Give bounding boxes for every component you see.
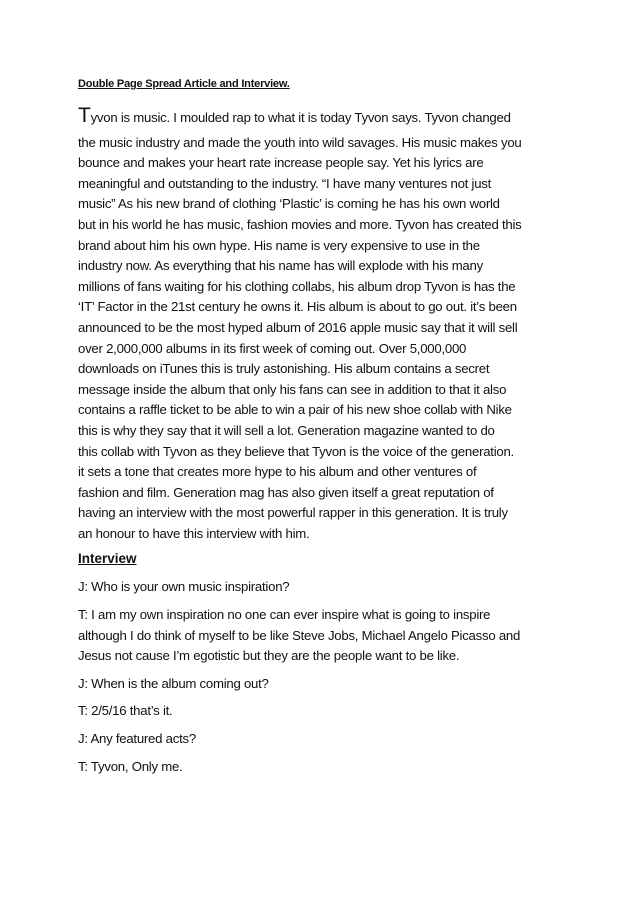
interview-line: J: Who is your own music inspiration?: [78, 579, 290, 595]
interview-line: T: I am my own inspiration no one can ever inspire what is going to inspire: [78, 607, 491, 623]
article-line: fashion and film. Generation mag has also given itself a great reputation of: [78, 484, 494, 500]
interview-entries: [78, 577, 578, 777]
article-first-line: [78, 106, 578, 129]
article-line: announced to be the most hyped album of 2016 apple music say that it will sell: [78, 319, 518, 335]
interview-line: although I do think of myself to be like Steve Jobs, Michael Angelo Picasso and: [78, 627, 521, 643]
article-line: having an interview with the most powerful rapper in this generation. It is truly: [78, 505, 508, 521]
article-line: this is why they say that it will sell a lot. Generation magazine wanted to do: [78, 422, 495, 438]
article-line: meaningful and outstanding to the industry. “I have many ventures not just: [78, 175, 492, 191]
article-line: industry now. As everything that his name has will explode with his many: [78, 258, 483, 274]
interview-entry: [78, 729, 578, 750]
article-line: the music industry and made the youth into wild savages. His music makes you: [78, 134, 522, 150]
interview-entry: [78, 701, 578, 722]
article-first-line-text: yvon is music. I moulded rap to what it is today Tyvon says. Tyvon changed: [90, 110, 511, 125]
article-lines: [78, 133, 578, 545]
interview-line: J: Any featured acts?: [78, 731, 196, 747]
article-line: ‘IT’ Factor in the 21st century he owns it. His album is about to go out. it’s been: [78, 299, 517, 315]
article-line: it sets a tone that creates more hype to his album and other ventures of: [78, 464, 477, 480]
article-line: an honour to have this interview with him.: [78, 525, 310, 541]
article-line: message inside the album that only his fans can see in addition to that it also: [78, 381, 507, 397]
document-heading: Double Page Spread Article and Interview.: [78, 78, 290, 90]
article-line: contains a raffle ticket to be able to win a pair of his new shoe collab with Nike: [78, 402, 512, 418]
article-line: but in his world he has music, fashion movies and more. Tyvon has created this: [78, 216, 522, 232]
drop-cap: T: [78, 104, 91, 127]
article-line: millions of fans waiting for his clothing collabs, his album drop Tyvon is has the: [78, 278, 516, 294]
interview-entry: [78, 605, 578, 667]
interview-entry: [78, 674, 578, 695]
interview-heading: Interview: [78, 551, 137, 567]
interview-entry: [78, 757, 578, 778]
article-line: over 2,000,000 albums in its first week of coming out. Over 5,000,000: [78, 340, 467, 356]
article-line: this collab with Tyvon as they believe that Tyvon is the voice of the generation.: [78, 443, 514, 459]
article-line: brand about him his own hype. His name is very expensive to use in the: [78, 237, 480, 253]
interview-entry: [78, 577, 578, 598]
interview-line: T: Tyvon, Only me.: [78, 758, 183, 774]
article-line: music” As his new brand of clothing ‘Plastic’ is coming he has his own world: [78, 196, 500, 212]
article-line: bounce and makes your heart rate increase people say. Yet his lyrics are: [78, 155, 484, 171]
interview-line: T: 2/5/16 that’s it.: [78, 703, 173, 719]
article-body: [78, 106, 578, 544]
interview-line: Jesus not cause I’m egotistic but they are the people want to be like.: [78, 648, 460, 664]
document-page: [78, 78, 578, 784]
interview-line: J: When is the album coming out?: [78, 675, 269, 691]
article-line: downloads on iTunes this is truly astonishing. His album contains a secret: [78, 361, 490, 377]
